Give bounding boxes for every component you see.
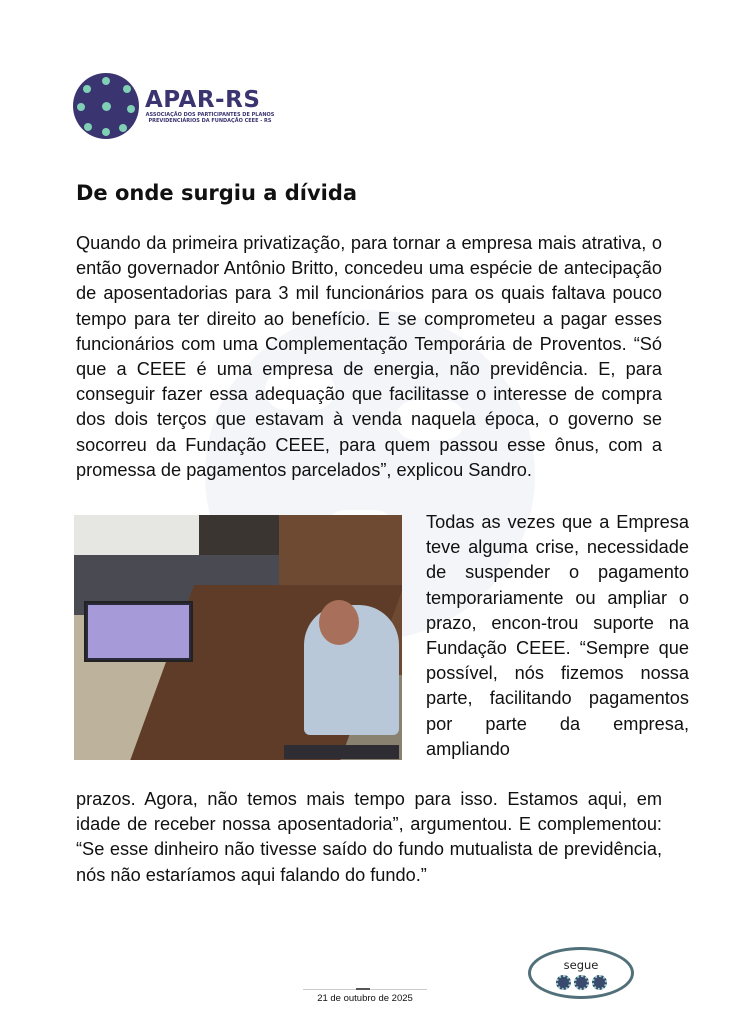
continue-badge[interactable] — [528, 947, 634, 999]
footer-date: 21 de outubro de 2025 — [317, 993, 413, 1004]
article-paragraph-1: Quando da primeira privatização, para tornar a empresa mais atrativa, o então governador Antônio Britto, concedeu uma espécie de antecipação de aposentadorias para 3 mil funcionários para os quais faltava pouco tempo para ter direito ao benefício. E se comprometeu a pagar esses funcionários com uma Complementação Temporária de Proventos. “Só que a CEEE é uma empresa de energia, não previdência. E, para conseguir fazer essa adequação que facilitasse o interesse de compra dos dois terços que estavam à venda naquela época, o governo se socorreu da Fundação CEEE, para quem passou esse ônus, com a promessa de pagamentos parcelados”, explicou Sandro. — [76, 233, 662, 480]
emblem-icon — [574, 975, 589, 990]
emblem-icon — [556, 975, 571, 990]
apar-rs-logo — [73, 73, 275, 139]
article-title: De onde surgiu a dívida — [76, 181, 358, 205]
article-paragraph-2: Todas as vezes que a Empresa teve alguma crise, necessidade de suspender o pagamento temporariamente ou ampliar o prazo, encon-trou suporte na Fundação CEEE. “Sempre que possível, nós fizemos nossa parte, facilitando pagamentos por parte da empresa, ampliando — [426, 512, 689, 759]
logo-emblem-icon — [73, 73, 139, 139]
hearing-photo — [74, 515, 402, 760]
logo-subtitle-line1: ASSOCIAÇÃO DOS PARTICIPANTES DE PLANOS — [145, 112, 275, 118]
continue-label: segue — [563, 958, 599, 972]
footer-divider-ornament — [356, 988, 370, 990]
article-paragraph-3: prazos. Agora, não temos mais tempo para isso. Estamos aqui, em idade de receber nossa aposentadoria”, argumentou. E complementou: “Se esse dinheiro não tivesse saído do fundo mutualista de previdência, nós não estaríamos aqui falando do fundo.” — [76, 789, 662, 885]
tv-monitor — [84, 601, 193, 662]
emblem-icon — [592, 975, 607, 990]
logo-title: APAR-RS — [145, 87, 261, 113]
logo-subtitle-line2: PREVIDENCIÁRIOS DA FUNDAÇÃO CEEE - RS — [148, 118, 272, 124]
